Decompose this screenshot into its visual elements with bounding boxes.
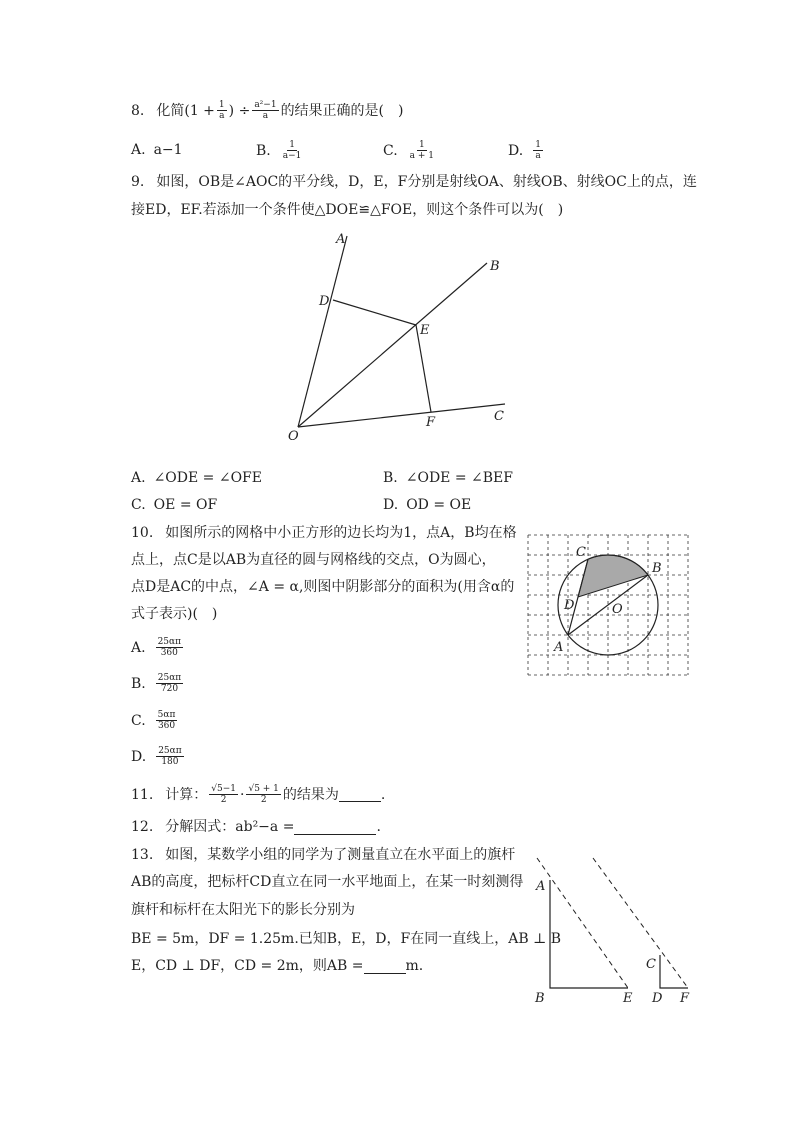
q8-option-c[interactable]: C. $\frac{1}{a + 1}$ bbox=[383, 140, 435, 161]
shaded-region bbox=[578, 555, 648, 597]
label-o: O bbox=[288, 429, 299, 444]
q11-fraction-2: $\frac{√5 + 1}{2}$ bbox=[248, 784, 279, 805]
q9-option-b[interactable]: B. ∠ODE = ∠BEF bbox=[383, 470, 513, 486]
q8-option-d[interactable]: D. $\frac{1}{a}$ bbox=[508, 140, 541, 161]
q11-number: 11. bbox=[131, 786, 154, 803]
q8-text-mid: ) ÷ bbox=[228, 102, 251, 119]
label-c: C bbox=[494, 409, 504, 424]
q12-number: 12. bbox=[131, 819, 154, 835]
q9-stem-line-1: 9. 如图，OB是∠AOC的平分线，D，E，F分别是射线OA、射线OB、射线OC上的点，连 bbox=[131, 174, 697, 190]
label-a: A bbox=[536, 879, 546, 894]
q11-answer-blank[interactable] bbox=[339, 787, 381, 802]
ray-oc bbox=[298, 404, 505, 427]
q10-stem-line-1: 10. 如图所示的网格中小正方形的边长均为1，点A，B均在格 bbox=[131, 525, 517, 541]
label-e: E bbox=[623, 991, 633, 1006]
segment-de bbox=[333, 300, 416, 325]
label-e: E bbox=[420, 323, 430, 338]
q8-text-after: 的结果正确的是( ) bbox=[280, 102, 404, 119]
label-o: O bbox=[612, 602, 623, 617]
q13-stem-line-3: 旗杆和标杆在太阳光下的影长分别为 bbox=[131, 902, 355, 918]
label-b: B bbox=[490, 259, 500, 274]
q11-stem: 11. 计算： $\frac{√5-1}{2}$ · $\frac{√5 + 1}{2}$ 的结果为 . bbox=[131, 784, 386, 805]
q10-number: 10. bbox=[131, 525, 154, 541]
label-f: F bbox=[426, 415, 436, 430]
q13-stem-line-2: AB的高度，把标杆CD直立在同一水平地面上，在某一时刻测得 bbox=[131, 874, 524, 890]
q8-number: 8. bbox=[131, 102, 145, 119]
q8-option-a[interactable]: A. a−1 bbox=[131, 142, 183, 158]
q10-option-b[interactable]: B. $\frac{25\alpha\pi}{720}$ bbox=[131, 673, 182, 694]
q8-text-before: 化简(1 + bbox=[156, 102, 215, 119]
q9-figure bbox=[280, 225, 515, 445]
q10-grid-figure bbox=[524, 530, 694, 680]
q10-option-a[interactable]: A. $\frac{25\alpha\pi}{360}$ bbox=[131, 637, 182, 658]
q10-option-c[interactable]: C. $\frac{5\alpha\pi}{360}$ bbox=[131, 710, 176, 731]
q8-stem bbox=[131, 100, 404, 121]
q10-stem-line-2: 点上，点C是以AB为直径的圆与网格线的交点，O为圆心， bbox=[131, 552, 496, 568]
q10-stem-line-4: 式子表示)( ) bbox=[131, 606, 218, 622]
label-d: D bbox=[564, 598, 575, 613]
q9-stem-line-2: 接ED，EF.若添加一个条件使△DOE≌△FOE，则这个条件可以为( ) bbox=[131, 202, 564, 218]
ray-ob bbox=[298, 263, 487, 427]
label-b: B bbox=[652, 561, 662, 576]
q9-option-c[interactable]: C. OE = OF bbox=[131, 497, 218, 513]
sun-ray-ae bbox=[537, 858, 628, 988]
q9-option-d[interactable]: D. OD = OE bbox=[383, 497, 472, 513]
label-c: C bbox=[576, 545, 586, 560]
q10-option-d[interactable]: D. $\frac{25\alpha\pi}{180}$ bbox=[131, 746, 182, 767]
label-a: A bbox=[554, 640, 564, 655]
q11-fraction-1: $\frac{√5-1}{2}$ bbox=[211, 784, 236, 805]
label-d: D bbox=[319, 294, 330, 309]
q12-answer-blank[interactable] bbox=[294, 820, 376, 835]
q13-figure bbox=[528, 850, 694, 1010]
label-c: C bbox=[646, 957, 656, 972]
q13-stem-line-5: E，CD ⊥ DF，CD = 2m，则AB = m. bbox=[131, 958, 424, 974]
label-f: F bbox=[680, 991, 690, 1006]
q8-fraction-2: $\frac{\text{a²−1}}{a}$ bbox=[254, 100, 277, 121]
label-b: B bbox=[535, 991, 545, 1006]
q8-fraction-1: $\frac{1}{a}$ bbox=[218, 100, 225, 121]
q8-option-b[interactable]: B. $\frac{1}{a-1}$ bbox=[256, 140, 302, 161]
label-a: A bbox=[336, 232, 346, 247]
q9-option-a[interactable]: A. ∠ODE = ∠OFE bbox=[131, 470, 262, 486]
label-d: D bbox=[652, 991, 663, 1006]
segment-ef bbox=[416, 325, 431, 412]
q10-stem-line-3: 点D是AC的中点，∠A = α,则图中阴影部分的面积为(用含α的 bbox=[131, 579, 515, 595]
q9-number: 9. bbox=[131, 174, 145, 190]
ray-oa bbox=[298, 236, 347, 427]
sun-ray-cf bbox=[593, 858, 688, 988]
q12-stem: 12. 分解因式：ab²−a = . bbox=[131, 819, 381, 835]
q13-stem-line-1: 13. 如图，某数学小组的同学为了测量直立在水平面上的旗杆 bbox=[131, 847, 516, 863]
q13-stem-line-4: BE = 5m，DF = 1.25m.已知B，E，D，F在同一直线上，AB ⊥ B bbox=[131, 931, 561, 947]
q13-number: 13. bbox=[131, 847, 154, 863]
q13-answer-blank[interactable] bbox=[364, 959, 406, 974]
